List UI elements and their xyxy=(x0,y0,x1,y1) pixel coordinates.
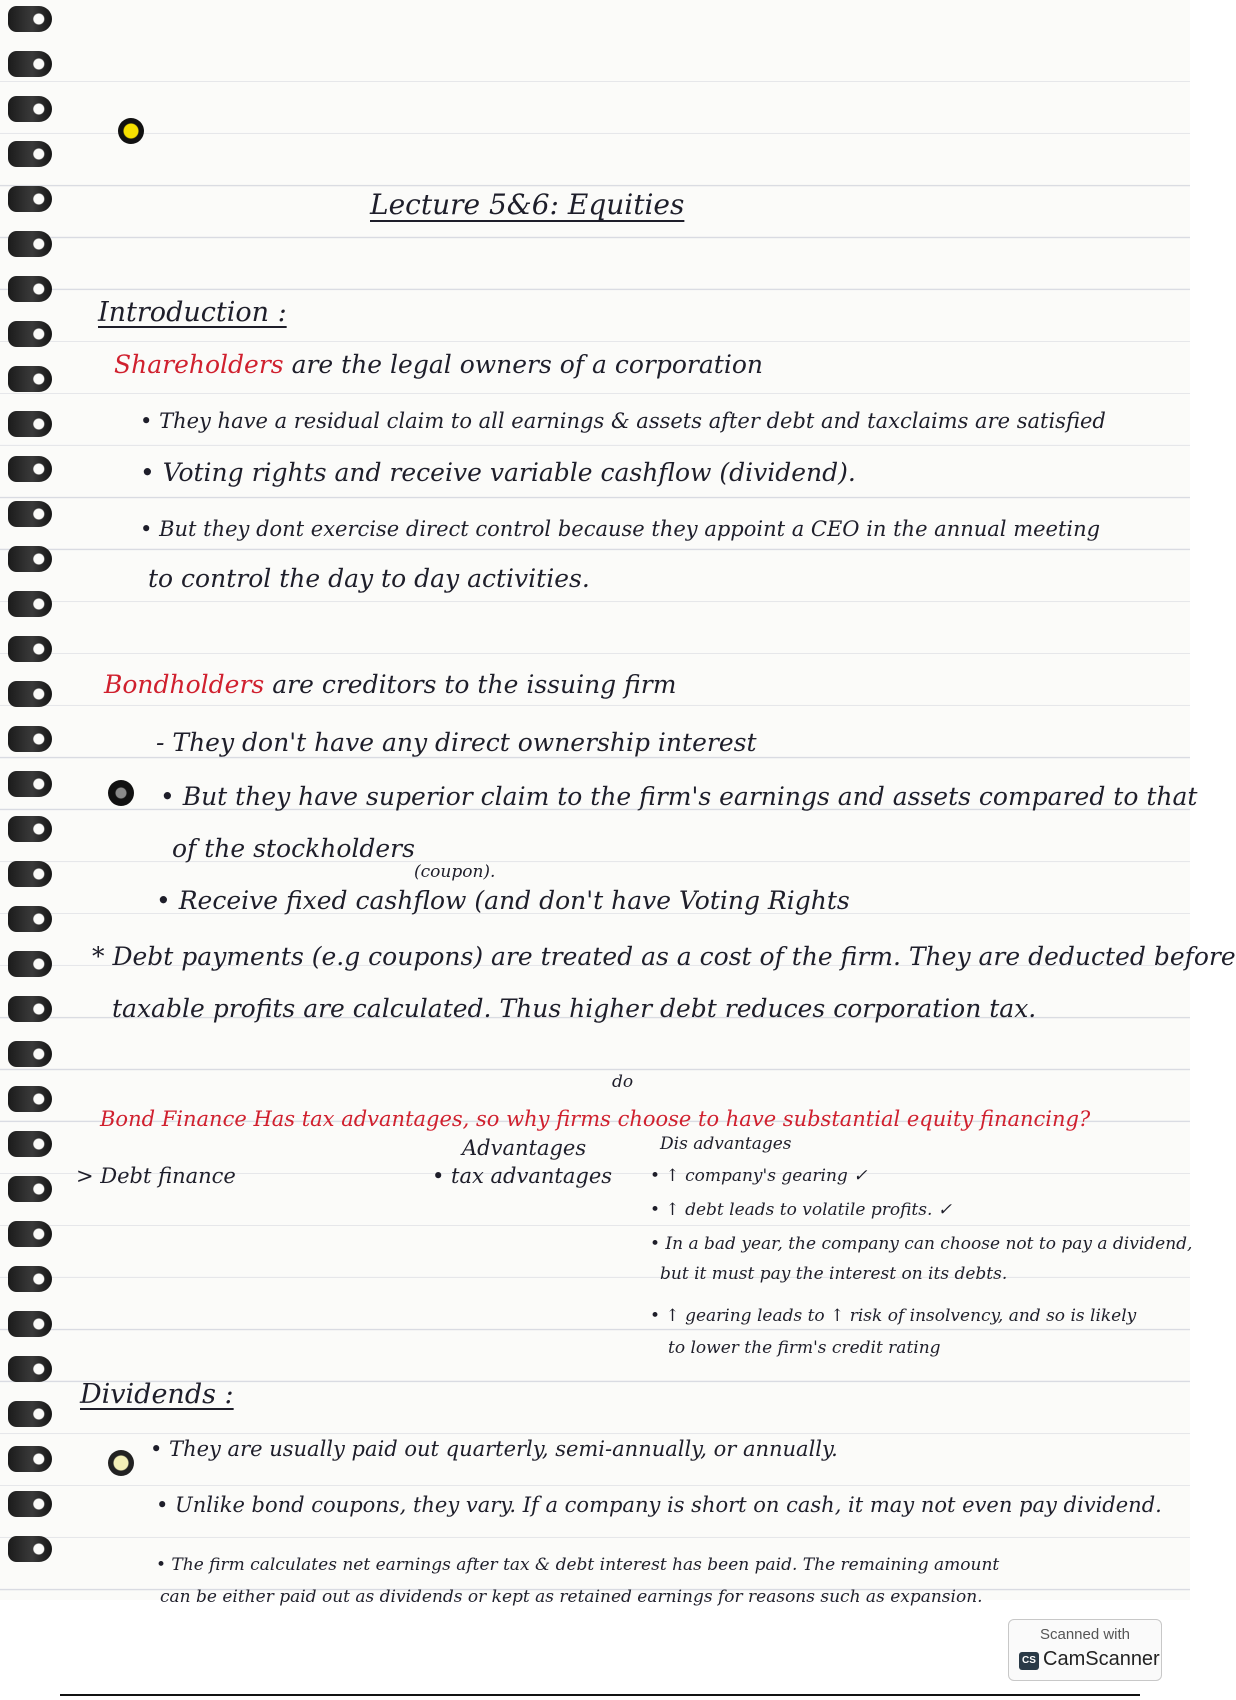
shareholder-bullet: • But they dont exercise direct control because they appoint a CEO in the annual meeting xyxy=(140,517,1101,541)
disadvantage-item: • ↑ gearing leads to ↑ risk of insolvency, and so is likely xyxy=(650,1306,1137,1326)
disadvantage-item-continuation: but it must pay the interest on its debts. xyxy=(660,1264,1008,1284)
shareholder-bullet-continuation: to control the day to day activities. xyxy=(148,564,590,593)
definition-text: are the legal owners of a corporation xyxy=(291,350,763,379)
spiral-ring xyxy=(8,591,52,617)
spiral-ring xyxy=(8,1131,52,1157)
camscanner-brand-text: CamScanner xyxy=(1043,1648,1160,1670)
disadvantage-item: • In a bad year, the company can choose not to pay a dividend, xyxy=(650,1234,1193,1254)
page-title: Lecture 5&6: Equities xyxy=(370,188,685,221)
spiral-ring xyxy=(8,1446,52,1472)
spiral-ring xyxy=(8,1491,52,1517)
term-shareholders: Shareholders xyxy=(114,350,284,379)
bullet-text: Voting rights and receive variable cashflow (dividend). xyxy=(162,458,856,487)
bondholder-bullet: - They don't have any direct ownership interest xyxy=(156,728,757,757)
spiral-ring xyxy=(8,681,52,707)
advantage-item: • tax advantages xyxy=(432,1164,613,1188)
bullet-text: But they have superior claim to the firm's earnings and assets compared to that xyxy=(182,782,1198,811)
spiral-ring xyxy=(8,1086,52,1112)
bullet-text: They don't have any direct ownership interest xyxy=(172,728,757,757)
bondholder-bullet-continuation: of the stockholders xyxy=(172,834,415,863)
shareholders-definition xyxy=(114,350,763,380)
camscanner-logo-icon: CS xyxy=(1019,1652,1039,1670)
spiral-ring xyxy=(8,96,52,122)
dividend-bullet: • Unlike bond coupons, they vary. If a company is short on cash, it may not even pay dividend. xyxy=(156,1493,1162,1517)
debt-finance-label: > Debt finance xyxy=(76,1164,236,1188)
spiral-ring xyxy=(8,411,52,437)
spiral-ring xyxy=(8,951,52,977)
spiral-ring xyxy=(8,1536,52,1562)
spiral-binding xyxy=(8,0,56,1600)
spiral-ring xyxy=(8,276,52,302)
punch-hole xyxy=(108,1450,134,1476)
bottom-divider xyxy=(60,1694,1140,1696)
spiral-ring xyxy=(8,231,52,257)
spiral-ring xyxy=(8,366,52,392)
debt-note-continuation: taxable profits are calculated. Thus higher debt reduces corporation tax. xyxy=(112,994,1037,1023)
spiral-ring xyxy=(8,6,52,32)
spiral-ring xyxy=(8,546,52,572)
shareholder-bullet: • Voting rights and receive variable cashflow (dividend). xyxy=(140,458,856,487)
spiral-ring xyxy=(8,996,52,1022)
bond-finance-question: Bond Finance Has tax advantages, so why firms choose to have substantial equity financing? xyxy=(100,1107,1091,1131)
dividend-bullet: • They are usually paid out quarterly, semi-annually, or annually. xyxy=(150,1437,838,1461)
spiral-ring xyxy=(8,456,52,482)
disadvantage-item: • ↑ debt leads to volatile profits. ✓ xyxy=(650,1200,953,1220)
spiral-ring xyxy=(8,771,52,797)
bullet-text: Receive fixed cashflow (and don't have Voting Rights xyxy=(178,886,850,915)
punch-hole xyxy=(118,118,144,144)
spiral-ring xyxy=(8,906,52,932)
spiral-ring xyxy=(8,501,52,527)
bullet-text: But they dont exercise direct control because they appoint a CEO in the annual meeting xyxy=(159,517,1101,541)
punch-hole xyxy=(108,780,134,806)
spiral-ring xyxy=(8,1311,52,1337)
section-heading-dividends: Dividends : xyxy=(80,1379,234,1410)
disadvantages-heading: Dis advantages xyxy=(660,1134,792,1154)
section-heading-introduction: Introduction : xyxy=(98,297,287,328)
bondholder-bullet: • Receive fixed cashflow (and don't have Voting Rights xyxy=(156,886,850,915)
camscanner-watermark xyxy=(1008,1619,1162,1681)
debt-note: * Debt payments (e.g coupons) are treated as a cost of the firm. They are deducted before xyxy=(92,942,1236,971)
bondholders-definition xyxy=(104,670,676,700)
spiral-ring xyxy=(8,186,52,212)
spiral-ring xyxy=(8,1356,52,1382)
spiral-ring xyxy=(8,141,52,167)
bondholder-bullet: • But they have superior claim to the firm's earnings and assets compared to that xyxy=(160,782,1198,811)
spiral-ring xyxy=(8,726,52,752)
disadvantage-item-continuation: to lower the firm's credit rating xyxy=(668,1338,941,1358)
advantages-heading: Advantages xyxy=(462,1136,587,1160)
spiral-ring xyxy=(8,636,52,662)
definition-text: are creditors to the issuing firm xyxy=(272,670,677,699)
spiral-ring xyxy=(8,1266,52,1292)
bullet-text: They have a residual claim to all earnings & assets after debt and taxclaims are satisfied xyxy=(159,409,1106,433)
coupon-annotation: (coupon). xyxy=(414,862,496,882)
spiral-ring xyxy=(8,816,52,842)
disadvantage-item: • ↑ company's gearing ✓ xyxy=(650,1166,868,1186)
spiral-ring xyxy=(8,51,52,77)
spiral-ring xyxy=(8,1041,52,1067)
scanned-with-text: Scanned with xyxy=(1039,1626,1131,1643)
term-bondholders: Bondholders xyxy=(104,670,265,699)
spiral-ring xyxy=(8,861,52,887)
dividend-bullet: • The firm calculates net earnings after tax & debt interest has been paid. The remaining amount xyxy=(156,1555,1000,1575)
inserted-word-do: do xyxy=(612,1072,634,1092)
shareholder-bullet: • They have a residual claim to all earnings & assets after debt and taxclaims are satisfied xyxy=(140,409,1106,433)
spiral-ring xyxy=(8,1176,52,1202)
spiral-ring xyxy=(8,321,52,347)
dividend-bullet-partial: can be either paid out as dividends or kept as retained earnings for reasons such as expansion. xyxy=(160,1587,983,1607)
spiral-ring xyxy=(8,1401,52,1427)
spiral-ring xyxy=(8,1221,52,1247)
